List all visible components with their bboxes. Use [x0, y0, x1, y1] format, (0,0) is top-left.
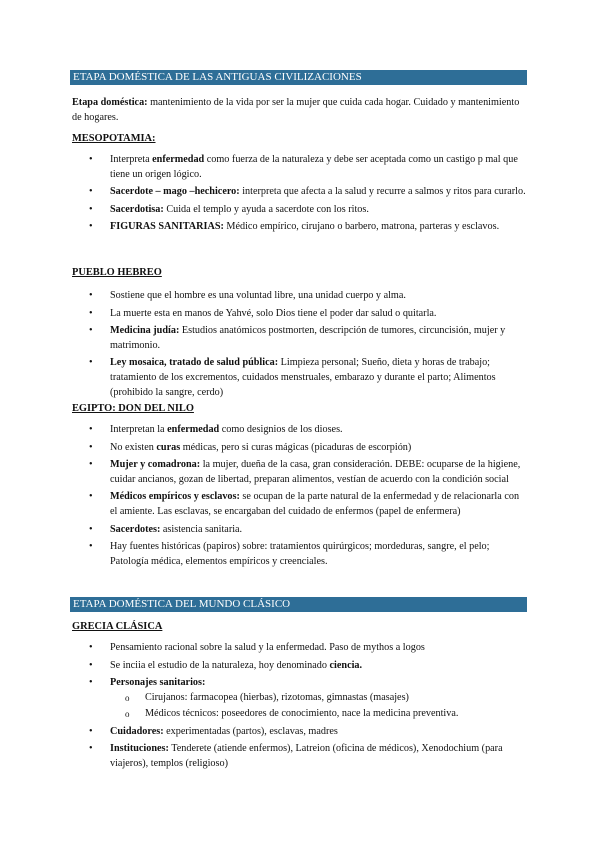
list-item [72, 307, 527, 322]
heading-mesopotamia: MESOPOTAMIA: [72, 133, 156, 144]
list-item [72, 441, 527, 456]
bullet-icon: • [89, 677, 93, 688]
item-text: experimentadas (partos), esclavas, madres [163, 725, 338, 737]
item-text: como fuerza de la naturaleza y debe ser aceptada como un castigo p mal que tiene un origen lógico. [110, 154, 518, 180]
bullet-icon: • [89, 491, 93, 503]
intro-text: mantenimiento de la vida por ser la mujer que cuida cada hogar. Cuidado y mantenimiento de hogares. [72, 97, 520, 124]
list-item [72, 423, 527, 438]
item-bold: Personajes sanitarios: [110, 677, 206, 688]
circle-bullet-icon: o [125, 709, 130, 720]
item-bold: Médicos empíricos y esclavos: [110, 491, 240, 503]
list-item [72, 203, 527, 218]
list-pueblo-hebreo [72, 289, 527, 404]
item-text: médicas, pero si curas mágicas (picaduras de escorpión) [180, 441, 412, 453]
item-text: Hay fuentes históricas (papiros) sobre: tratamientos quirúrgicos; mordeduras, sangre, el pelo; Patología médica, elementos empíricos y creenciales. [110, 541, 490, 568]
item-bold: Mujer y comadrona: [110, 459, 201, 470]
bullet-icon: • [89, 459, 93, 470]
section-band-antiguas-civilizaciones: ETAPA DOMÉSTICA DE LAS ANTIGUAS CIVILIZACIONES [70, 70, 527, 85]
list-egipto [72, 423, 527, 573]
sublist-personajes [110, 691, 527, 722]
heading-egipto: EGIPTO: DON DEL NILO [72, 403, 194, 414]
bullet-icon: • [89, 541, 93, 553]
list-item [72, 220, 527, 235]
item-text: No existen [110, 441, 157, 453]
bullet-icon: • [89, 325, 93, 336]
bullet-icon: • [89, 290, 93, 301]
item-text: Se inciia el estudio de la naturaleza, hoy denominado [110, 659, 330, 671]
list-item [72, 490, 527, 520]
item-bold: Ley mosaica, tratado de salud pública: [110, 357, 279, 369]
sublist-item [110, 691, 527, 706]
list-item [72, 676, 527, 722]
bullet-icon: • [89, 154, 93, 165]
item-bold: FIGURAS SANITARIAS: [110, 221, 224, 233]
list-item [72, 458, 527, 488]
list-item [72, 725, 527, 740]
item-text: Pensamiento racional sobre la salud y la enfermedad. Paso de mythos a logos [110, 642, 425, 653]
item-text: la mujer, dueña de la casa, gran consideración. DEBE: ocuparse de la higiene, cuidar ancianos, gozan de libertad, preparan alimentos, vestían de acuerdo con la condición social [110, 459, 521, 485]
bullet-icon: • [89, 441, 93, 453]
item-text: Sostiene que el hombre es una voluntad libre, una unidad cuerpo y alma. [110, 290, 406, 301]
intro-label: Etapa doméstica: [72, 97, 148, 108]
bullet-icon: • [89, 221, 93, 233]
list-item [72, 540, 527, 570]
heading-grecia-clasica: GRECIA CLÁSICA [72, 621, 163, 632]
list-item [72, 289, 527, 304]
list-item [72, 659, 527, 674]
list-grecia [72, 641, 527, 775]
bullet-icon: • [89, 307, 93, 319]
bullet-icon: • [89, 424, 93, 435]
bullet-icon: • [89, 743, 93, 755]
item-bold: enfermedad [167, 424, 220, 435]
item-text: como designios de los dioses. [219, 424, 343, 435]
circle-bullet-icon: o [125, 692, 130, 703]
sublist-item [110, 707, 527, 722]
item-text: Interpreta [110, 154, 153, 165]
item-text: Médicos técnicos: poseedores de conocimiento, nace la medicina preventiva. [145, 708, 459, 720]
list-item [72, 641, 527, 656]
item-bold: Instituciones: [110, 743, 169, 755]
item-bold: Sacerdotes: [110, 523, 161, 535]
item-text: Cuida el templo y ayuda a sacerdote con los ritos. [163, 203, 369, 215]
list-item [72, 742, 527, 772]
item-text: Estudios anatómicos postmorten, descripción de tumores, circuncisión, mujer y matrimonio. [110, 325, 506, 351]
bullet-icon: • [89, 725, 93, 737]
item-bold: Sacerdotisa: [110, 203, 164, 215]
bullet-icon: • [89, 186, 93, 198]
item-text: Cirujanos: farmacopea (hierbas), rizotomas, gimnastas (masajes) [145, 691, 409, 703]
item-bold: enfermedad [152, 154, 205, 165]
bullet-icon: • [89, 642, 93, 653]
list-item [72, 185, 527, 200]
list-item [72, 523, 527, 538]
item-bold: ciencia. [329, 659, 363, 671]
item-bold: Sacerdote – mago –hechicero: [110, 186, 240, 198]
item-text: Limpieza personal; Sueño, dieta y horas de trabajo; tratamiento de los excrementos, cuidados menstruales, embarazo y durante el parto; Alimentos (prohibido la sangre, cerdo) [110, 357, 496, 399]
list-item [72, 153, 527, 183]
list-item [72, 356, 527, 401]
item-text: Médico empírico, cirujano o barbero, matrona, parteras y esclavos. [223, 221, 500, 233]
item-text: interpreta que afecta a la salud y recurre a salmos y ritos para curarlo. [239, 186, 526, 198]
item-text: Tenderete (atiende enfermos), Latreion (oficina de médicos), Xenodochium (para viajeros), templos (religioso) [110, 743, 503, 770]
bullet-icon: • [89, 357, 93, 369]
intro-paragraph [72, 95, 527, 126]
item-text: Interpretan la [110, 424, 168, 435]
bullet-icon: • [89, 659, 93, 671]
bullet-icon: • [89, 523, 93, 535]
item-text: La muerte esta en manos de Yahvé, solo Dios tiene el poder dar salud o quitarla. [110, 307, 437, 319]
item-text: se ocupan de la parte natural de la enfermedad y de relacionarla con el amiente. Las esclavas, se encargaban del cuidado de enfermos (papel de enfermera) [110, 491, 520, 518]
item-bold: curas [156, 441, 181, 453]
list-item [72, 324, 527, 354]
item-bold: Medicina judía: [110, 325, 180, 336]
list-mesopotamia [72, 153, 527, 238]
bullet-icon: • [89, 203, 93, 215]
section-band-mundo-clasico: ETAPA DOMÉSTICA DEL MUNDO CLÁSICO [70, 597, 527, 612]
item-bold: Cuidadores: [110, 725, 164, 737]
item-text: asistencia sanitaria. [160, 523, 243, 535]
heading-pueblo-hebreo: PUEBLO HEBREO [72, 267, 162, 278]
